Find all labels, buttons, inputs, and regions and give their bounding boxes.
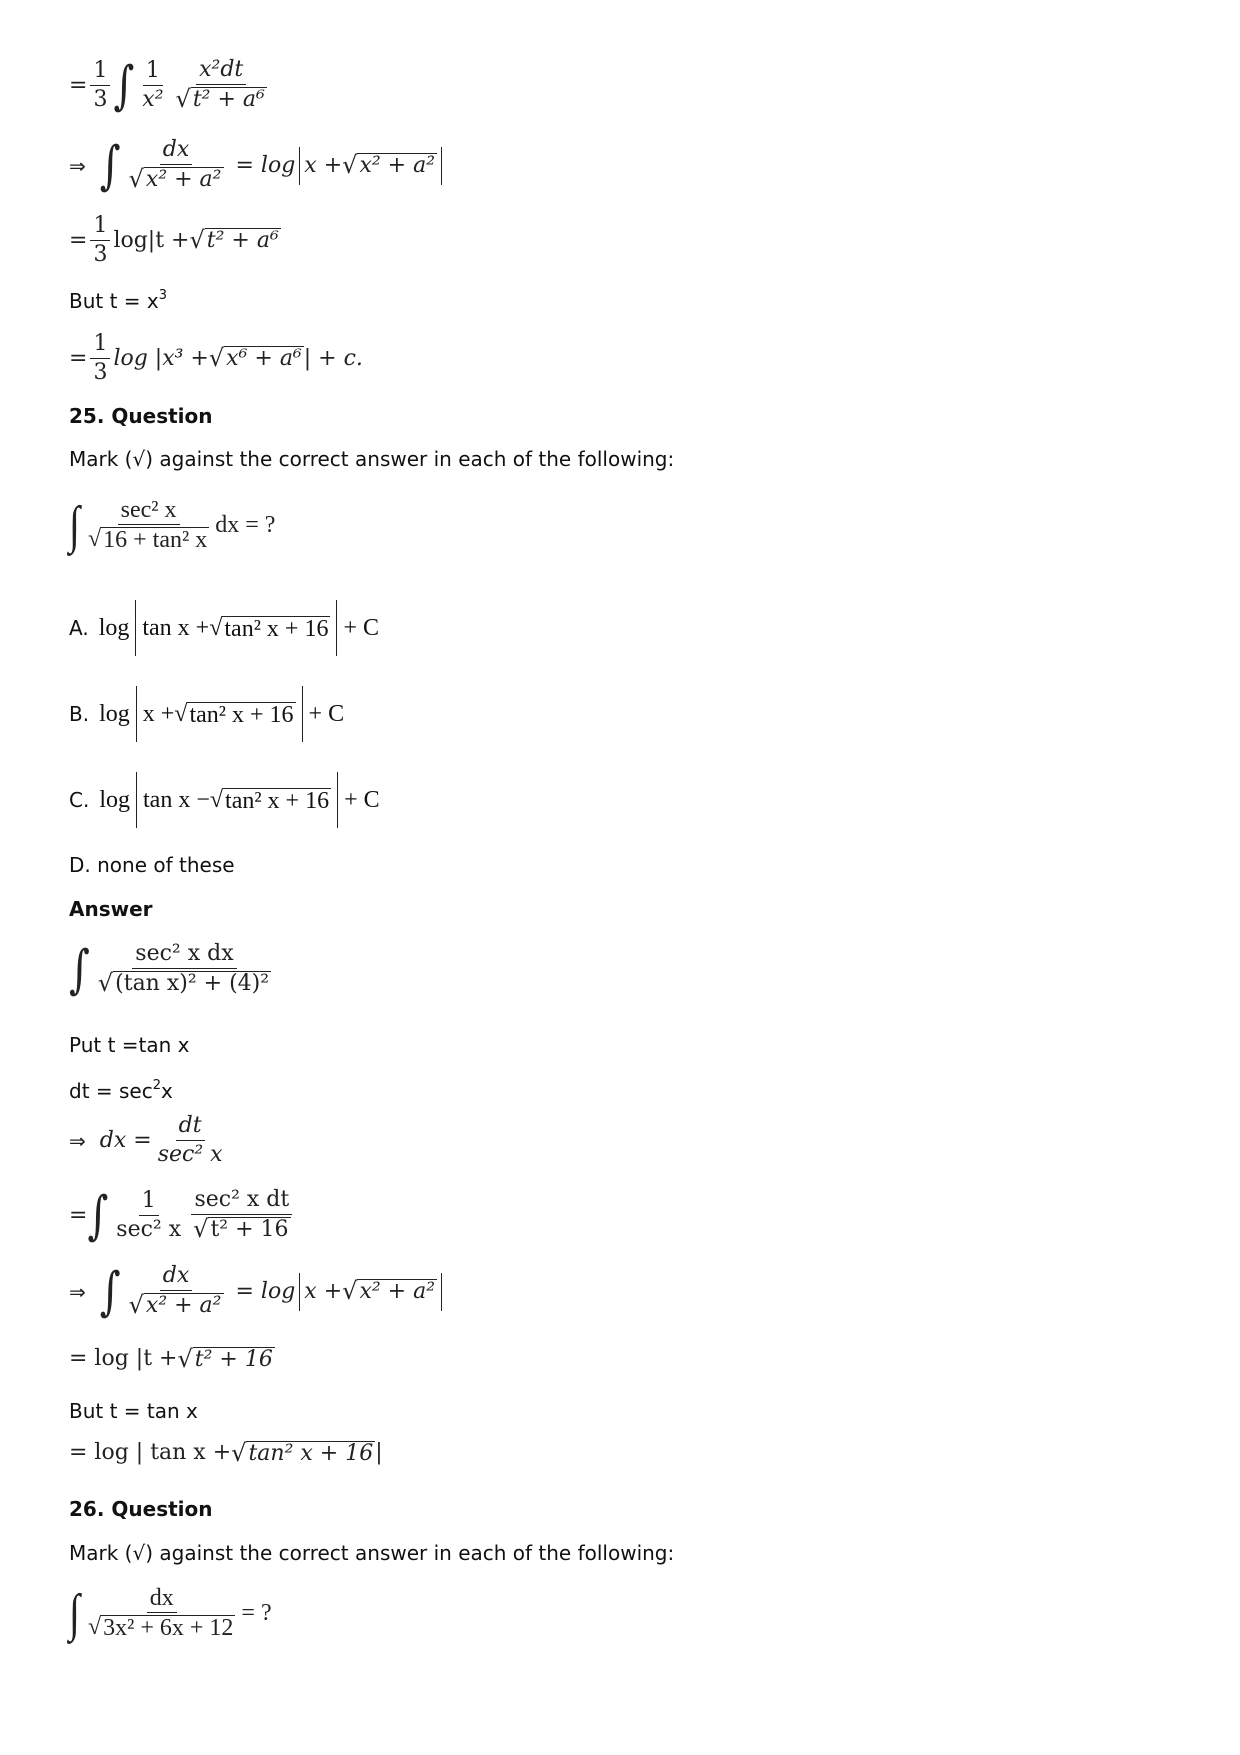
dt-line: dt = $\sec^2x$ [69, 1078, 173, 1103]
fraction-dx: dx √ x² + a² [128, 137, 222, 193]
but-t-equals-tanx: But t = tan x [69, 1399, 198, 1423]
put-t-line: Put t =tan x [69, 1033, 190, 1057]
fraction-one-third: $\frac{1}{3}$ [90, 59, 110, 112]
answer-heading: Answer [69, 897, 153, 921]
fraction-x2dt: x²dt √ t² + a⁶ [175, 57, 265, 113]
answer-step-6: = log | tan x + √ tan² x + 16 | [69, 1438, 383, 1467]
step-2: ⇒ ∫ dx √ x² + a² = log x + √ x² + a² [69, 138, 446, 193]
question-26-instruction: Mark (√) against the correct answer in each of the following: [69, 1541, 675, 1565]
question-25-integral: ∫ sec² x √ 16 + tan² x dx = ? [69, 495, 276, 554]
answer-step-3: = ∫ $\frac{1}{\text{sec² x}}$ sec² x dt √ t² + 16 [69, 1188, 297, 1243]
integral-sign: ∫ [113, 55, 135, 116]
step-3: = $\frac{1}{3}$ log|t + √ t² + a⁶ [69, 213, 279, 267]
option-d[interactable]: D. none of these [69, 853, 235, 877]
question-25-instruction: Mark (√) against the correct answer in each of the following: [69, 447, 675, 471]
integral-sign: ∫ [69, 495, 80, 554]
step-1 [69, 55, 273, 116]
question-26-heading: 26. Question [69, 1497, 213, 1521]
answer-step-4: ⇒ ∫ dx √ x² + a² = log x + √ x² + a² [69, 1264, 446, 1319]
fraction-one-over-x2: $\frac{1}{\text{x²}}$ [142, 58, 164, 112]
step-4-result: = $\frac{1}{3}$ log |x³ + √ x⁶ + a⁶ | + c. [69, 331, 363, 385]
option-a[interactable]: A. log tan x + √ tan² x + 16 + C [69, 600, 379, 656]
but-t-equals-x3: But $t = x^3$ [69, 288, 168, 313]
answer-step-2: ⇒ dx = $\frac{dt}{\text{sec² x}}$ [69, 1113, 223, 1167]
integral-sign: ∫ [99, 135, 121, 196]
option-c[interactable]: C. log tan x − √ tan² x + 16 + C [69, 772, 380, 828]
option-b[interactable]: B. log x + √ tan² x + 16 + C [69, 686, 344, 742]
equals: = [69, 72, 88, 98]
question-25-heading: 25. Question [69, 404, 213, 428]
implies-arrow: ⇒ [69, 153, 86, 178]
answer-step-1: ∫ sec² x dx √ (tan x)² + (4)² [69, 939, 270, 1000]
question-26-integral: ∫ dx √ 3x² + 6x + 12 = ? [69, 1583, 272, 1642]
answer-step-5: = log |t + √ t² + 16 [69, 1344, 273, 1373]
integral-sign: ∫ [69, 1583, 80, 1642]
